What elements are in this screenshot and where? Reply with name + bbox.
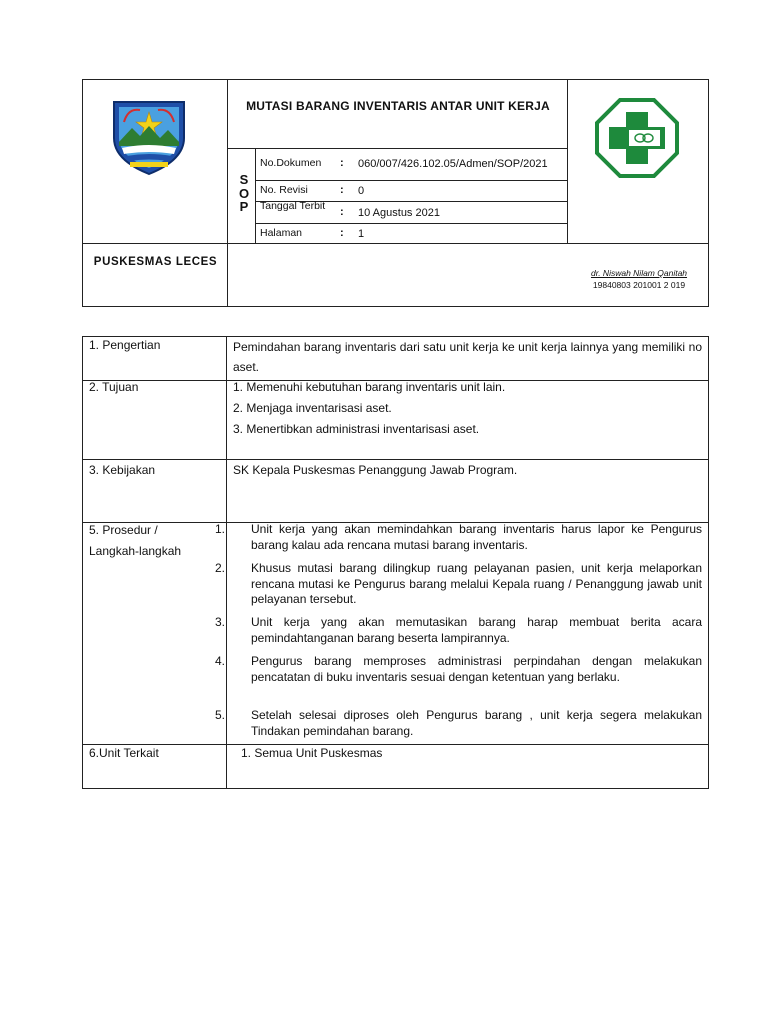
tujuan-item: 2. Menjaga inventarisasi aset. (233, 401, 392, 415)
unit-terkait-item: 1. Semua Unit Puskesmas (241, 746, 383, 760)
prosedur-step: 4. Pengurus barang memproses administrasi perpindahan dengan melakukan pencatatan di buku inventaris sesuai dengan ketentuan yang berlaku. (215, 654, 702, 684)
signatory-nip: 19840803 201001 2 019 (592, 280, 686, 290)
meta-colon: : (340, 206, 344, 218)
row-label-tujuan: 2. Tujuan (89, 380, 139, 394)
meta-label-halaman: Halaman (260, 227, 303, 239)
meta-value-tanggal-terbit: 10 Agustus 2021 (358, 207, 440, 219)
prosedur-step: 3. Unit kerja yang akan memutasikan barang harap membuat berita acara pemindahtanganan barang beserta lampirannya. (215, 615, 702, 645)
institution-name: PUSKESMAS LECES (93, 256, 218, 268)
signatory-name: dr. Niswah Nilam Qanitah (590, 268, 688, 278)
meta-label-no-revisi: No. Revisi (260, 184, 308, 196)
puskesmas-logo (595, 98, 679, 178)
pengertian-text: Pemindahan barang inventaris dari satu unit kerja ke unit kerja lainnya yang memiliki no aset. (233, 340, 702, 374)
row-label-pengertian: 1. Pengertian (89, 338, 161, 352)
meta-value-no-dokumen: 060/007/426.102.05/Admen/SOP/2021 (358, 158, 548, 170)
sop-header-table (82, 79, 709, 307)
row-label-unit-terkait: 6.Unit Terkait (89, 746, 159, 760)
tujuan-item: 3. Menertibkan administrasi inventarisasi aset. (233, 422, 480, 436)
prosedur-step: 1. Unit kerja yang akan memindahkan barang inventaris harus lapor ke Pengurus barang kalau ada rencana mutasi barang inventaris. (215, 522, 702, 552)
meta-colon: : (340, 227, 344, 239)
meta-value-halaman: 1 (358, 228, 365, 240)
sop-content-table (82, 336, 709, 789)
meta-colon: : (340, 157, 344, 169)
kebijakan-text: SK Kepala Puskesmas Penanggung Jawab Program. (233, 463, 518, 477)
meta-value-no-revisi: 0 (358, 185, 365, 197)
row-label-prosedur-line2: Langkah-langkah (89, 544, 182, 558)
sop-vertical-label: S O P (238, 172, 250, 214)
row-label-kebijakan: 3. Kebijakan (89, 463, 156, 477)
prosedur-step: 2. Khusus mutasi barang dilingkup ruang pelayanan pasien, unit kerja melaporkan rencana mutasi ke Pengurus barang melalui Kepala ruang / Penanggung jawab unit pelayanan tersebut. (215, 561, 702, 606)
row-label-prosedur: 5. Prosedur / (89, 523, 158, 537)
regional-emblem-logo (110, 98, 188, 176)
tujuan-item: 1. Memenuhi kebutuhan barang inventaris unit lain. (233, 380, 506, 394)
meta-label-no-dokumen: No.Dokumen (260, 157, 322, 169)
prosedur-step: 5. Setelah selesai diproses oleh Pengurus barang , unit kerja segera melakukan Tindakan pemindahan barang. (215, 708, 702, 738)
meta-label-tanggal-terbit: Tanggal Terbit (260, 200, 326, 212)
document-title: MUTASI BARANG INVENTARIS ANTAR UNIT KERJA (246, 99, 550, 113)
meta-colon: : (340, 184, 344, 196)
